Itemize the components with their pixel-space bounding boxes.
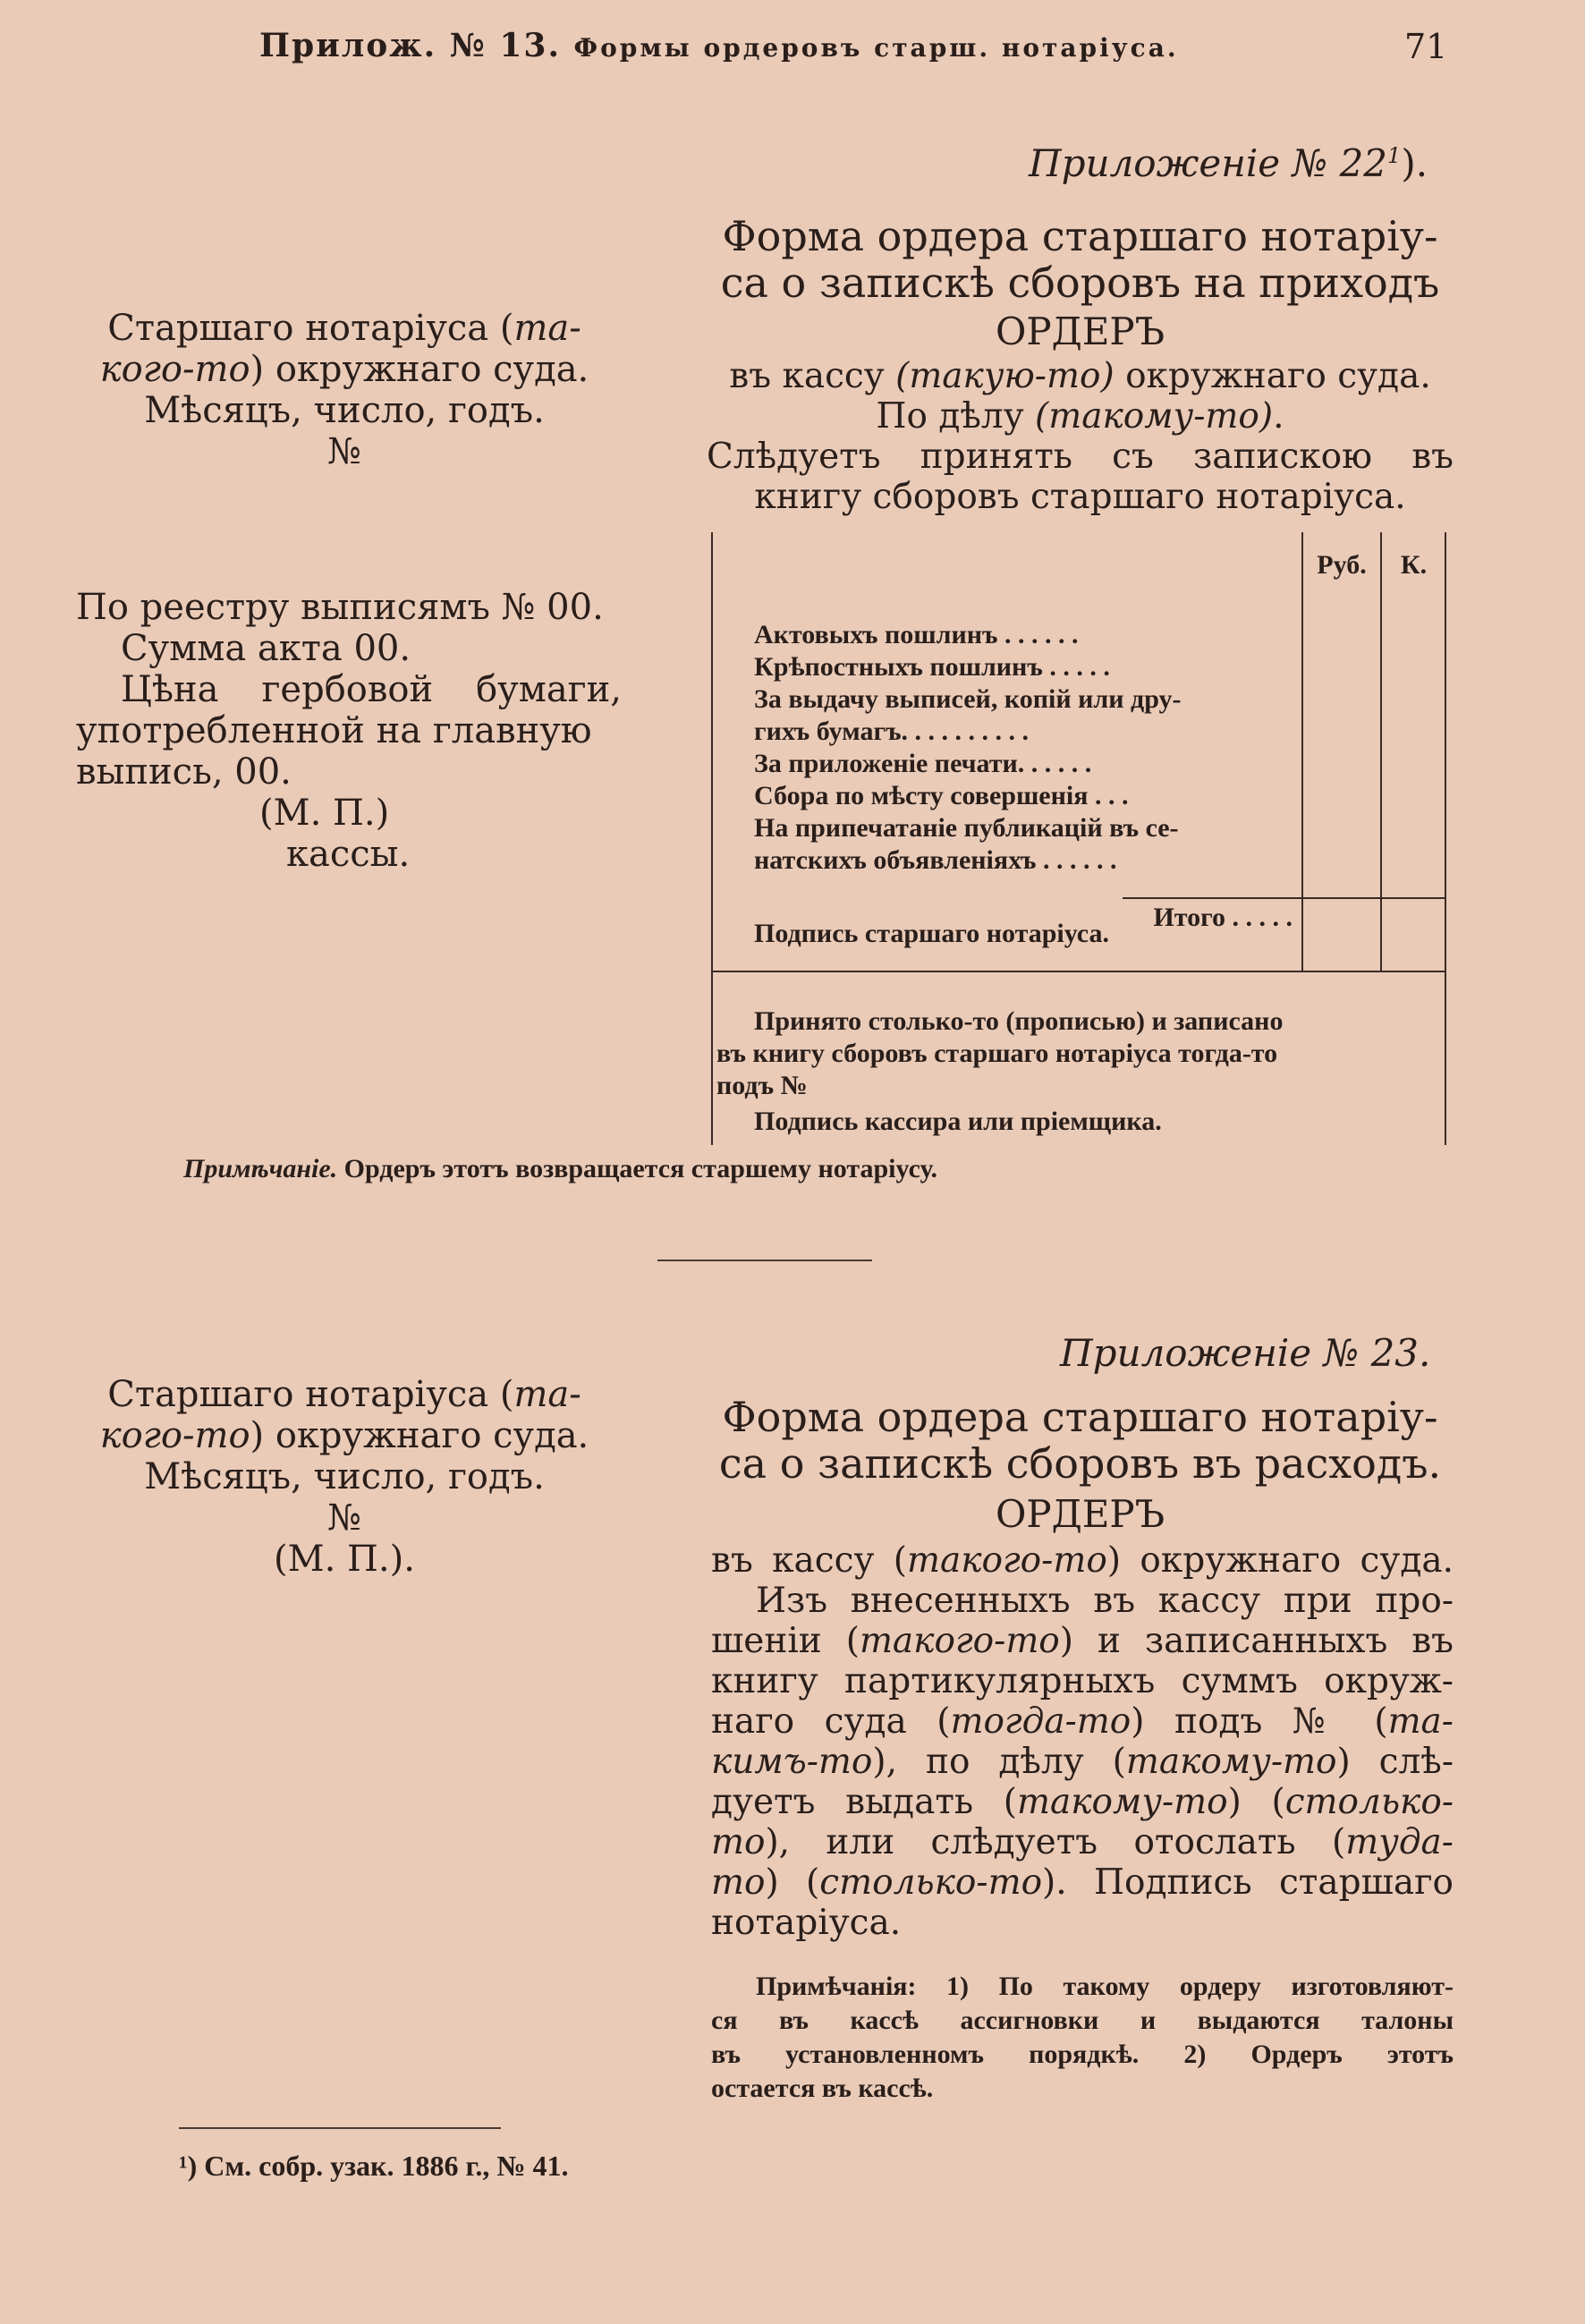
fee-row: Актовыхъ пошлинъ . . . . . . xyxy=(754,620,1079,649)
running-title: Формы ордеровъ старш. нотаріуса. xyxy=(573,33,1179,63)
fee-row: За выдачу выписей, копій или дру- xyxy=(754,684,1182,714)
appendix-22-label: Приложеніе № $22^1$). xyxy=(1029,141,1428,185)
fee-row: натскихъ объявленіяхъ . . . . . . xyxy=(754,845,1117,875)
column-kopecks: К. xyxy=(1400,550,1428,580)
order-heading-23: ОРДЕРЪ xyxy=(995,1492,1165,1536)
fee-row: На припечатаніе публикацій въ се- xyxy=(754,813,1179,843)
fee-row: За приложеніе печати. . . . . . xyxy=(754,749,1092,778)
appendix-23-label: Приложеніе № 23. xyxy=(1060,1331,1431,1375)
fee-row: Сбора по мѣсту совершенія . . . xyxy=(754,781,1129,810)
appendix-23-note: Примѣчанія: 1) По такому ордеру изготовляют- ся въ кассѣ ассигновки и выдаются талоны въ установленномъ порядкѣ. 2) Ордеръ этотъ остается въ кассѣ. xyxy=(711,1972,1454,2103)
appendix-22-register-block: По реестру выписямъ № 00. Сумма акта 00. Цѣна гербовой бумаги, употребленной на главную выпись, 00. (М. П.) кассы. xyxy=(76,587,622,875)
order-heading-22: ОРДЕРЪ xyxy=(995,310,1165,353)
fee-row: гихъ бумагъ. . . . . . . . . . xyxy=(754,717,1030,746)
running-header xyxy=(259,27,1179,64)
receipt-line: въ книгу сборовъ старшаго нотаріуса тогда-то xyxy=(716,1039,1278,1068)
running-title-number: Прилож. № 13. xyxy=(259,27,561,64)
receipt-line: подъ № xyxy=(716,1071,808,1100)
page-number: 71 xyxy=(1404,27,1448,66)
footnote-rule xyxy=(179,2127,501,2129)
notary-signature-line: Подпись старшаго нотаріуса. xyxy=(754,919,1109,948)
appendix-22-note: Примѣчаніе. Ордеръ этотъ возвращается старшему нотаріусу. xyxy=(183,1154,937,1183)
order-fees-table xyxy=(711,532,1446,1145)
appendix-23-order-text: въ кассу (такого-то) окружнаго суда. Изъ внесенныхъ въ кассу при про- шеніи (такого-то) и записанныхъ въ книгу партикулярныхъ суммъ окруж- наго суда (тогда-то) подъ № (та- кимъ-то), по дѣлу (такому-то) слѣ- дуетъ выдать (такому-то) (столько- то), или слѣдуетъ отослать (туда- то) (столько-то). Подпись старшаго нотаріуса. xyxy=(711,1540,1454,1943)
fee-row: Крѣпостныхъ пошлинъ . . . . . xyxy=(754,652,1110,682)
section-divider xyxy=(657,1260,872,1261)
appendix-22-title: Форма ордера старшаго нотаріу- са о запискѣ сборовъ на приходъ xyxy=(720,212,1440,307)
appendix-23-left-header: Старшаго нотаріуса (та- кого-то) окружнаго суда. Мѣсяцъ, число, годъ. № (М. П.). xyxy=(99,1374,589,1580)
appendix-22-left-header: Старшаго нотаріуса (та- кого-то) окружнаго суда. Мѣсяцъ, число, годъ. № xyxy=(99,308,589,472)
appendix-23-title: Форма ордера старшаго нотаріу- са о запискѣ сборовъ въ расходъ. xyxy=(718,1393,1442,1488)
footnote: ¹) См. собр. узак. 1886 г., № 41. xyxy=(179,2150,569,2182)
total-row: Итого . . . . . xyxy=(1153,903,1293,932)
appendix-22-order-text: въ кассу (такую-то) окружнаго суда. По дѣлу (такому-то). Слѣдуетъ принять съ запискою въ книгу сборовъ старшаго нотаріуса. xyxy=(707,356,1454,517)
cashier-signature-line: Подпись кассира или пріемщика. xyxy=(754,1107,1162,1136)
column-rubles: Руб. xyxy=(1317,550,1367,580)
receipt-line: Принято столько-то (прописью) и записано xyxy=(754,1006,1284,1036)
